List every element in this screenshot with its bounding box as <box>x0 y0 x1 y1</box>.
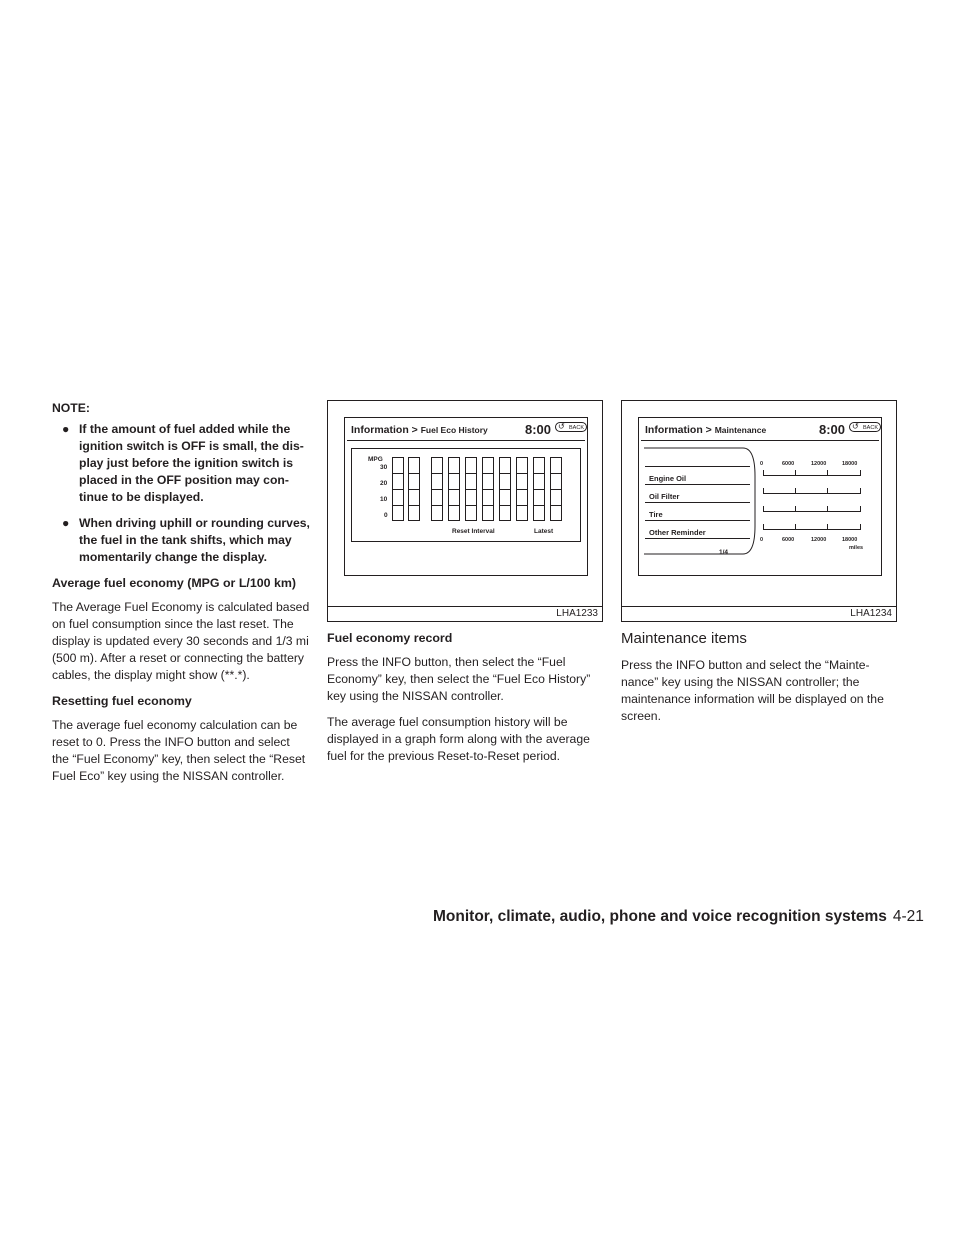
x-label-latest: Latest <box>534 528 554 535</box>
y-tick-label: 30 <box>380 464 388 471</box>
history-bar <box>482 457 494 521</box>
breadcrumb-sub: Maintenance <box>714 425 767 435</box>
page-indicator: 1/4 <box>719 549 729 556</box>
note-text: When driving uphill or rounding curves, the fuel in the tank shifts, which may momentarily change the display. <box>79 516 310 564</box>
y-tick-label: 10 <box>380 496 388 503</box>
maintenance-track <box>763 470 861 476</box>
header-divider <box>641 440 879 441</box>
maintenance-track <box>763 506 861 512</box>
back-label: BACK <box>569 425 584 431</box>
figure-code: LHA1233 <box>556 608 598 619</box>
note-bullet <box>52 421 310 506</box>
x-label-reset-interval: Reset Interval <box>452 528 495 535</box>
history-bar <box>408 457 420 521</box>
heading-maintenance-items: Maintenance items <box>621 630 747 647</box>
back-button[interactable] <box>849 422 881 432</box>
paragraph-average-fuel-economy: The Average Fuel Economy is calculated based on fuel consumption since the last reset. The display is updated every 30 seconds and 1/3 mi (500 m). After a reset or connecting the battery cables, the display might show (**.*). <box>52 600 310 682</box>
menu-item-tire[interactable]: Tire <box>649 510 663 519</box>
return-arrow-icon: ↺ <box>852 422 859 431</box>
scale-label: 6000 <box>782 537 795 543</box>
clock: 8:00 <box>524 422 551 437</box>
scale-label: 0 <box>760 537 764 543</box>
paragraph-fuel-economy-record-2: The average fuel consumption history will be displayed in a graph form along with the average fuel for the previous Reset-to-Reset period. <box>327 715 590 763</box>
note-label: NOTE: <box>52 401 90 415</box>
screen-fuel-eco-history <box>344 417 588 576</box>
menu-item-oil-filter[interactable]: Oil Filter <box>649 492 680 501</box>
scale-label: 18000 <box>842 537 858 543</box>
history-bar <box>448 457 460 521</box>
page-number: 4-21 <box>892 908 924 925</box>
back-label: BACK <box>863 425 878 431</box>
history-bar <box>431 457 443 521</box>
maintenance-menu <box>645 448 751 553</box>
menu-item-engine-oil[interactable]: Engine Oil <box>649 474 687 483</box>
scale-label: 12000 <box>811 461 827 467</box>
history-bar <box>533 457 545 521</box>
paragraph-resetting-fuel-economy: The average fuel economy calculation can be reset to 0. Press the INFO button and select the “Fuel Economy” key, then select the “Reset Fuel Eco” key using the NISSAN controller. <box>52 718 306 783</box>
clock: 8:00 <box>818 422 845 437</box>
maintenance-track <box>763 524 861 530</box>
figure-divider <box>622 606 896 607</box>
bullet-dot-icon: ● <box>62 516 70 530</box>
figure-code: LHA1234 <box>850 608 892 619</box>
menu-divider <box>645 538 750 539</box>
note-list <box>52 421 310 566</box>
left-column <box>52 400 310 794</box>
history-bar <box>499 457 511 521</box>
paragraph-maintenance-items: Press the INFO button and select the “Mainte-nance” key using the NISSAN controller; the maintenance information will be displayed on the screen. <box>621 658 884 723</box>
right-column <box>621 400 897 734</box>
breadcrumb: Information > <box>645 424 712 436</box>
menu-divider <box>645 466 750 467</box>
bullet-dot-icon: ● <box>62 422 70 436</box>
heading-resetting-fuel-economy: Resetting fuel economy <box>52 694 192 708</box>
menu-divider <box>645 502 750 503</box>
scale-label: 12000 <box>811 537 827 543</box>
heading-fuel-economy-record: Fuel economy record <box>327 631 453 645</box>
header-divider <box>347 440 585 441</box>
menu-divider <box>645 520 750 521</box>
return-arrow-icon: ↺ <box>558 422 565 431</box>
menu-divider <box>645 484 750 485</box>
breadcrumb-sub: Fuel Eco History <box>420 425 488 435</box>
note-bullet <box>52 515 310 566</box>
maintenance-track <box>763 488 861 494</box>
figure-fuel-eco-history <box>327 400 603 622</box>
scale-label: 0 <box>760 461 764 467</box>
menu-item-other-reminder[interactable]: Other Reminder <box>649 528 706 537</box>
history-bar <box>465 457 477 521</box>
y-axis-title: MPG <box>368 456 383 463</box>
back-button[interactable] <box>555 422 587 432</box>
history-bar <box>392 457 404 521</box>
history-bar <box>516 457 528 521</box>
heading-average-fuel-economy: Average fuel economy (MPG or L/100 km) <box>52 576 296 590</box>
history-bar <box>550 457 562 521</box>
scale-label: 18000 <box>842 461 858 467</box>
middle-column <box>327 400 603 774</box>
paragraph-fuel-economy-record-1: Press the INFO button, then select the “Fuel Economy” key, then select the “Fuel Eco History” key using the NISSAN controller. <box>327 655 591 703</box>
figure-maintenance <box>621 400 897 622</box>
y-tick-label: 0 <box>384 512 388 519</box>
figure-divider <box>328 606 602 607</box>
page-footer <box>433 908 924 926</box>
graph-area <box>351 448 581 542</box>
breadcrumb: Information > <box>351 424 418 436</box>
scale-unit: miles <box>849 545 864 551</box>
scale-label: 6000 <box>782 461 795 467</box>
screen-maintenance <box>638 417 882 576</box>
note-text: If the amount of fuel added while the ignition switch is OFF is small, the dis-play just before the ignition switch is placed in the OFF position may con-tinue to be displayed. <box>79 422 304 504</box>
footer-section-title: Monitor, climate, audio, phone and voice recognition systems <box>433 908 887 925</box>
y-tick-label: 20 <box>380 480 388 487</box>
